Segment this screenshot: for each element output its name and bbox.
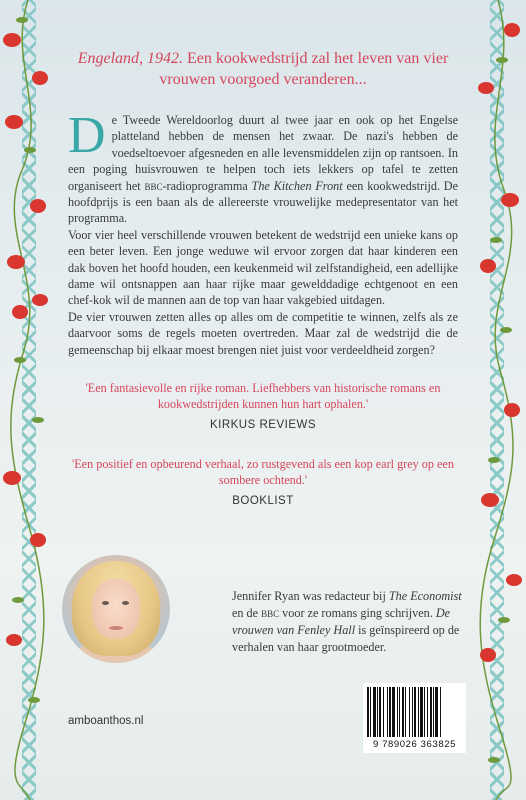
bio-bbc: bbc	[261, 606, 280, 620]
bio-book-title: De vrouwen van Fenley Hall	[232, 606, 451, 637]
isbn-barcode	[363, 683, 466, 753]
intro-tagline	[68, 48, 458, 90]
quote-text: 'Een fantasievolle en rijke roman. Liefhebbers van historische romans en kookwedstrijden kunnen hun hart ophalen.'	[85, 381, 441, 412]
sweet-pea-vine-icon	[466, 0, 526, 800]
drop-cap: D	[68, 107, 106, 164]
synopsis-paragraph-3: De vier vrouwen zetten alles op alles om de competitie te winnen, zelfs als ze daarvoor soms de regels moeten overtreden. Maar zal de wedstrijd die de gemeenschap bij elkaar moest brengen niet juist voor verdeeldheid zorgen?	[68, 309, 458, 357]
blurb-content	[68, 40, 458, 509]
bio-publication: The Economist	[388, 589, 462, 603]
synopsis-paragraph-1	[68, 107, 459, 227]
bbc-smallcaps: bbc	[144, 178, 163, 193]
program-title: The Kitchen Front	[251, 178, 343, 193]
quote-source: BOOKLIST	[232, 494, 294, 507]
review-quote-2	[68, 456, 458, 509]
author-photo	[62, 555, 170, 663]
synopsis-text: -radioprogramma	[162, 178, 252, 193]
quote-text: 'Een positief en opbeurend verhaal, zo rustgevend als een kop earl grey op een sombere ochtend.'	[72, 456, 454, 487]
photo-eye	[122, 601, 129, 605]
bio-text: voor ze romans ging schrijven.	[279, 606, 436, 620]
publisher-website: amboanthos.nl	[68, 715, 144, 727]
isbn-number: 9 789026 363825	[373, 739, 456, 750]
photo-face	[92, 579, 140, 639]
review-quote-1	[68, 380, 458, 433]
synopsis-text: een kookwedstrijd. De hoofdprijs is een baan als de allereerste vrouwelijke medepresentator van het programma.	[68, 178, 459, 226]
bio-text: en de	[232, 606, 262, 620]
intro-rest: Een kookwedstrijd zal het leven van vier vrouwen voorgoed veranderen...	[159, 50, 449, 88]
bio-text: is geïnspireerd op de verhalen van haar grootmoeder.	[232, 623, 460, 654]
synopsis-text: e Tweede Wereldoorlog duurt al twee jaar en ook op het Engelse platteland hebben de mensen het zwaar. De nazi's hebben de voedseltoevoer afgesneden en alle levensmiddelen zijn op rantsoen. In een poging huisvrouwen te helpen toch iets lekkers op tafel te zetten organiseert het	[68, 113, 458, 193]
barcode-icon	[367, 687, 462, 737]
sweet-pea-vine-icon	[0, 0, 60, 800]
intro-highlight: Engeland, 1942.	[77, 50, 184, 67]
photo-eye	[102, 601, 109, 605]
photo-lips	[109, 626, 123, 630]
bio-text: Jennifer Ryan was redacteur bij	[232, 589, 389, 603]
author-bio	[232, 588, 464, 656]
quote-source: KIRKUS REVIEWS	[209, 419, 317, 432]
synopsis-paragraph-2: Voor vier heel verschillende vrouwen betekent de wedstrijd een unieke kans op een beter leven. Een jonge weduwe wil ervoor zorgen dat haar kinderen een dak boven het hoofd houden, een keukenmeid wil zelfstandigheid, een adellijke dame wil ontsnappen aan haar rijke maar gewelddadige echtgenoot en een chef-kok wil de mannen aan de top van haar vakgebied uitdagen.	[68, 227, 458, 308]
